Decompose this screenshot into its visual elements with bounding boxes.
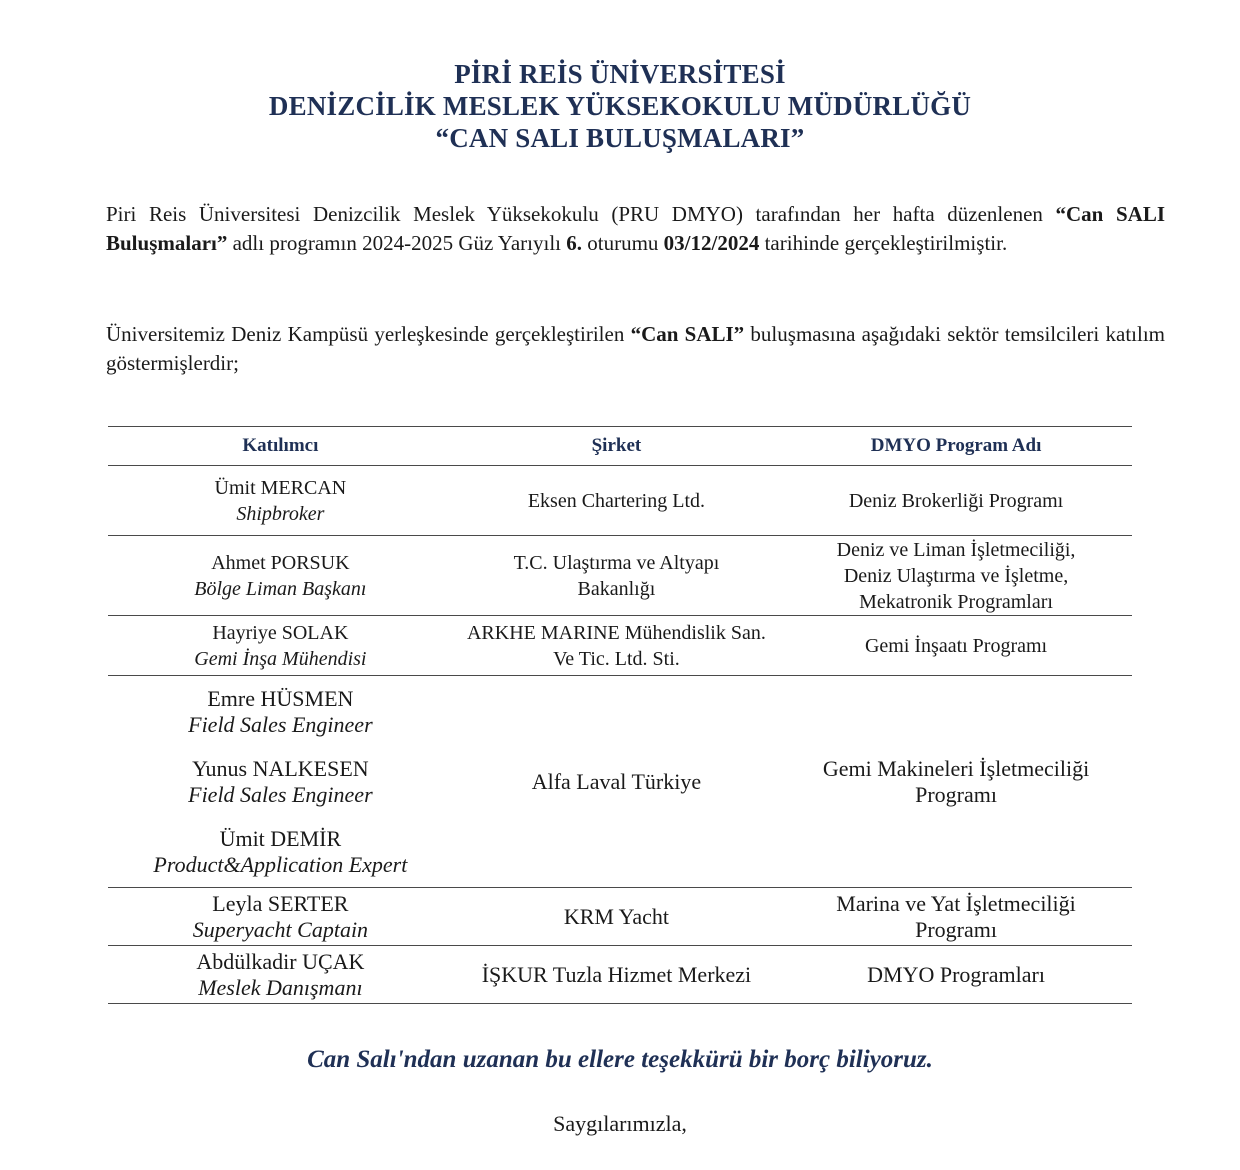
thanks-message: Can Salı'ndan uzanan bu ellere teşekkürü bir borç biliyoruz.	[307, 1046, 933, 1073]
participant-cell	[108, 536, 453, 616]
program-text: Marina ve Yat İşletmeciliği Programı	[836, 890, 1076, 942]
program-text: Deniz ve Liman İşletmeciliği, Deniz Ulaştırma ve İşletme, Mekatronik Programları	[836, 538, 1076, 613]
intro-paragraph	[106, 200, 1165, 258]
participant-title: Superyacht Captain	[192, 916, 369, 942]
program-cell: Gemi İnşaatı Programı	[780, 616, 1132, 676]
university-name: PİRİ REİS ÜNİVERSİTESİ	[454, 59, 786, 89]
program-cell	[780, 888, 1132, 946]
participant-title: Gemi İnşa Mühendisi	[194, 647, 367, 670]
company-cell: Alfa Laval Türkiye	[453, 676, 780, 888]
participant-name: Ümit DEMİR	[219, 825, 342, 851]
event-short-name-bold: “Can SALI”	[630, 322, 745, 346]
company-text: ARKHE MARINE Mühendislik San. Ve Tic. Ltd. Sti.	[466, 621, 766, 670]
participant-title: Shipbroker	[236, 502, 325, 525]
participant-title: Field Sales Engineer	[188, 711, 373, 737]
document-header	[0, 58, 1240, 154]
company-cell: KRM Yacht	[453, 888, 780, 946]
participant-cell	[108, 466, 453, 536]
intro-text: oturumu	[582, 231, 664, 255]
school-directorate: DENİZCİLİK MESLEK YÜKSEKOKULU MÜDÜRLÜĞÜ	[268, 91, 972, 121]
intro-text: tarihinde gerçekleştirilmiştir.	[759, 231, 1008, 255]
table-row	[108, 536, 1132, 616]
program-cell	[780, 676, 1132, 888]
participant-title: Meslek Danışmanı	[198, 974, 363, 1000]
event-name-bold: “Can SALI Buluşmaları”	[106, 202, 1165, 255]
participant-name: Ümit MERCAN	[214, 476, 347, 499]
table-header-row	[108, 427, 1132, 466]
participant-name: Yunus NALKESEN	[192, 755, 369, 781]
header-program: DMYO Program Adı	[780, 427, 1132, 466]
table-row	[108, 676, 1132, 888]
closing-regards: Saygılarımızla,	[553, 1111, 687, 1136]
participant-name: Emre HÜSMEN	[207, 685, 354, 711]
company-cell: İŞKUR Tuzla Hizmet Merkezi	[453, 946, 780, 1004]
attendance-paragraph	[106, 320, 1165, 378]
program-text: Gemi Makineleri İşletmeciliği Programı	[822, 755, 1090, 807]
header-company: Şirket	[453, 427, 780, 466]
table-row	[108, 466, 1132, 536]
program-cell: Deniz Brokerliği Programı	[780, 466, 1132, 536]
company-cell: Eksen Chartering Ltd.	[453, 466, 780, 536]
participant-cell	[108, 676, 453, 888]
event-title: “CAN SALI BULUŞMALARI”	[435, 123, 805, 153]
participant-title: Bölge Liman Başkanı	[194, 577, 367, 600]
participant-name: Abdülkadir UÇAK	[196, 948, 365, 974]
intro-text: Piri Reis Üniversitesi Denizcilik Meslek Yüksekokulu (PRU DMYO) tarafından her hafta düzenlenen	[106, 202, 1056, 226]
participants-table	[108, 426, 1132, 1004]
participant-name: Ahmet PORSUK	[211, 551, 350, 574]
participant-cell	[108, 946, 453, 1004]
participant-cell	[108, 888, 453, 946]
program-cell	[780, 536, 1132, 616]
company-cell	[453, 616, 780, 676]
table-row	[108, 946, 1132, 1004]
company-text: T.C. Ulaştırma ve Altyapı Bakanlığı	[513, 551, 720, 600]
table-row	[108, 616, 1132, 676]
header-participant: Katılımcı	[108, 427, 453, 466]
company-cell	[453, 536, 780, 616]
participant-cell	[108, 616, 453, 676]
session-number: 6.	[566, 231, 582, 255]
attendance-text: Üniversitemiz Deniz Kampüsü yerleşkesinde gerçekleştirilen	[106, 322, 631, 346]
attendance-text: buluşmasına aşağıdaki sektör temsilcileri katılım göstermişlerdir;	[106, 322, 1166, 375]
session-date: 03/12/2024	[663, 231, 760, 255]
participant-name: Hayriye SOLAK	[212, 621, 349, 644]
participant-title: Field Sales Engineer	[188, 781, 373, 807]
program-cell: DMYO Programları	[780, 946, 1132, 1004]
participant-title: Product&Application Expert	[153, 851, 408, 877]
participant-name: Leyla SERTER	[212, 890, 349, 916]
table-row	[108, 888, 1132, 946]
intro-text: adlı programın 2024-2025 Güz Yarıyılı	[227, 231, 567, 255]
